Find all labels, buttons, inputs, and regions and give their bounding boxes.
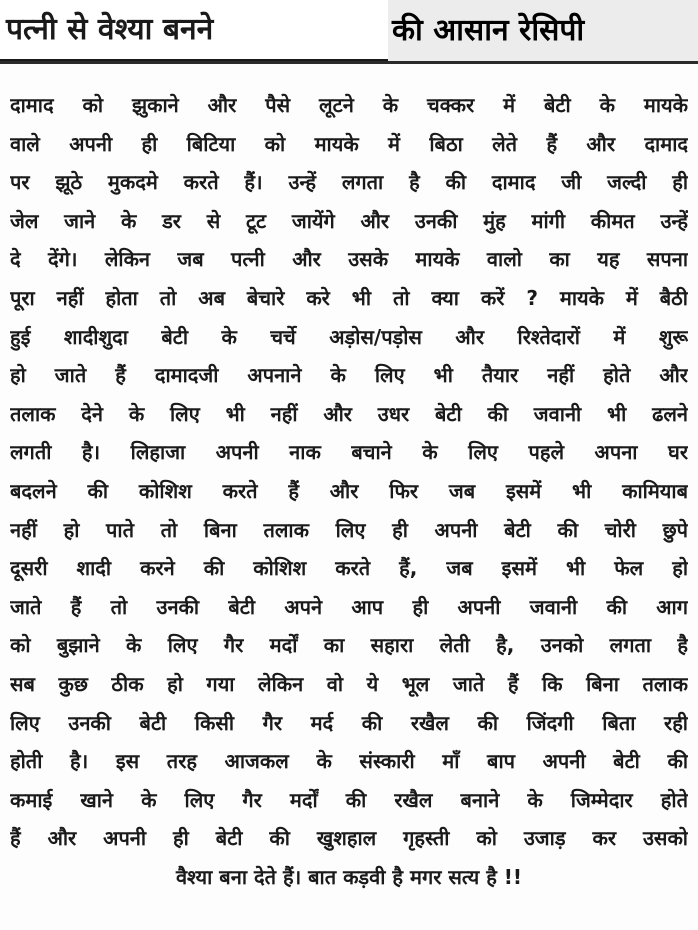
body-line-6: पूरा नहीं होता तो अब बेचारे करे भी तो क्या करें ? मायके में बैठी [10, 285, 688, 310]
body-line-5: दे देंगे। लेकिन जब पत्नी और उसके मायके वालो का यह सपना [10, 247, 688, 272]
body-line-18: होती है। इस तरह आजकल के संस्कारी माँ बाप अपनी बेटी की [10, 749, 688, 774]
body-line-12: नहीं हो पाते तो बिना तलाक लिए ही अपनी बेटी की चोरी छुपे [10, 517, 688, 542]
body-line-14: जाते हैं तो उनकी बेटी अपने आप ही अपनी जवानी की आग [10, 594, 688, 619]
title-left: पत्नी से वेश्या बनने [0, 0, 388, 61]
body-line-3: पर झूठे मुकदमे करते हैं। उन्हें लगता है की दामाद जी जल्दी ही [10, 170, 688, 195]
body-line-11: बदलने की कोशिश करते हैं और फिर जब इसमें भी कामियाब [10, 478, 688, 503]
body-line-17: लिए उनकी बेटी किसी गैर मर्द की रखैल की जिंदगी बिता रही [10, 710, 688, 735]
title-bar [0, 0, 698, 64]
body-line-13: दूसरी शादी करने की कोशिश करते हैं, जब इसमें भी फेल हो [10, 556, 688, 581]
body-line-7: हुई शादीशुदा बेटी के चर्चे अड़ोस/पड़ोस और रिश्तेदारों में शुरू [10, 324, 688, 349]
body-line-15: को बुझाने के लिए गैर मर्दों का सहारा लेती है, उनको लगता है [10, 633, 688, 658]
body-line-20: हैं और अपनी ही बेटी की खुशहाल गृहस्ती को उजाड़ कर उसको [10, 826, 688, 851]
body-line-1: दामाद को झुकाने और पैसे लूटने के चक्कर में बेटी के मायके [10, 93, 688, 117]
body-line-10: लगती है। लिहाजा अपनी नाक बचाने के लिए पहले अपना घर [10, 440, 688, 465]
body-line-9: तलाक देने के लिए भी नहीं और उधर बेटी की जवानी भी ढलने [10, 401, 688, 426]
body-line-4: जेल जाने के डर से टूट जायेंगे और उनकी मुंह मांगी कीमत उन्हें [10, 208, 688, 233]
body-line-2: वाले अपनी ही बिटिया को मायके में बिठा लेते हैं और दामाद [10, 131, 688, 156]
body-line-16: सब कुछ ठीक हो गया लेकिन वो ये भूल जाते हैं कि बिना तलाक [10, 671, 688, 696]
body-line-8: हो जाते हैं दामादजी अपनाने के लिए भी तैयार नहीं होते और [10, 363, 688, 388]
body-line-21: वैश्या बना देते हैं। बात कड़वी है मगर सत्य है !! [175, 864, 523, 889]
title-right: की आसान रेसिपी [388, 0, 698, 61]
body-paragraph [10, 86, 688, 896]
body-line-19: कमाई खाने के लिए गैर मर्दों की रखैल बनाने के जिम्मेदार होते [10, 787, 688, 812]
